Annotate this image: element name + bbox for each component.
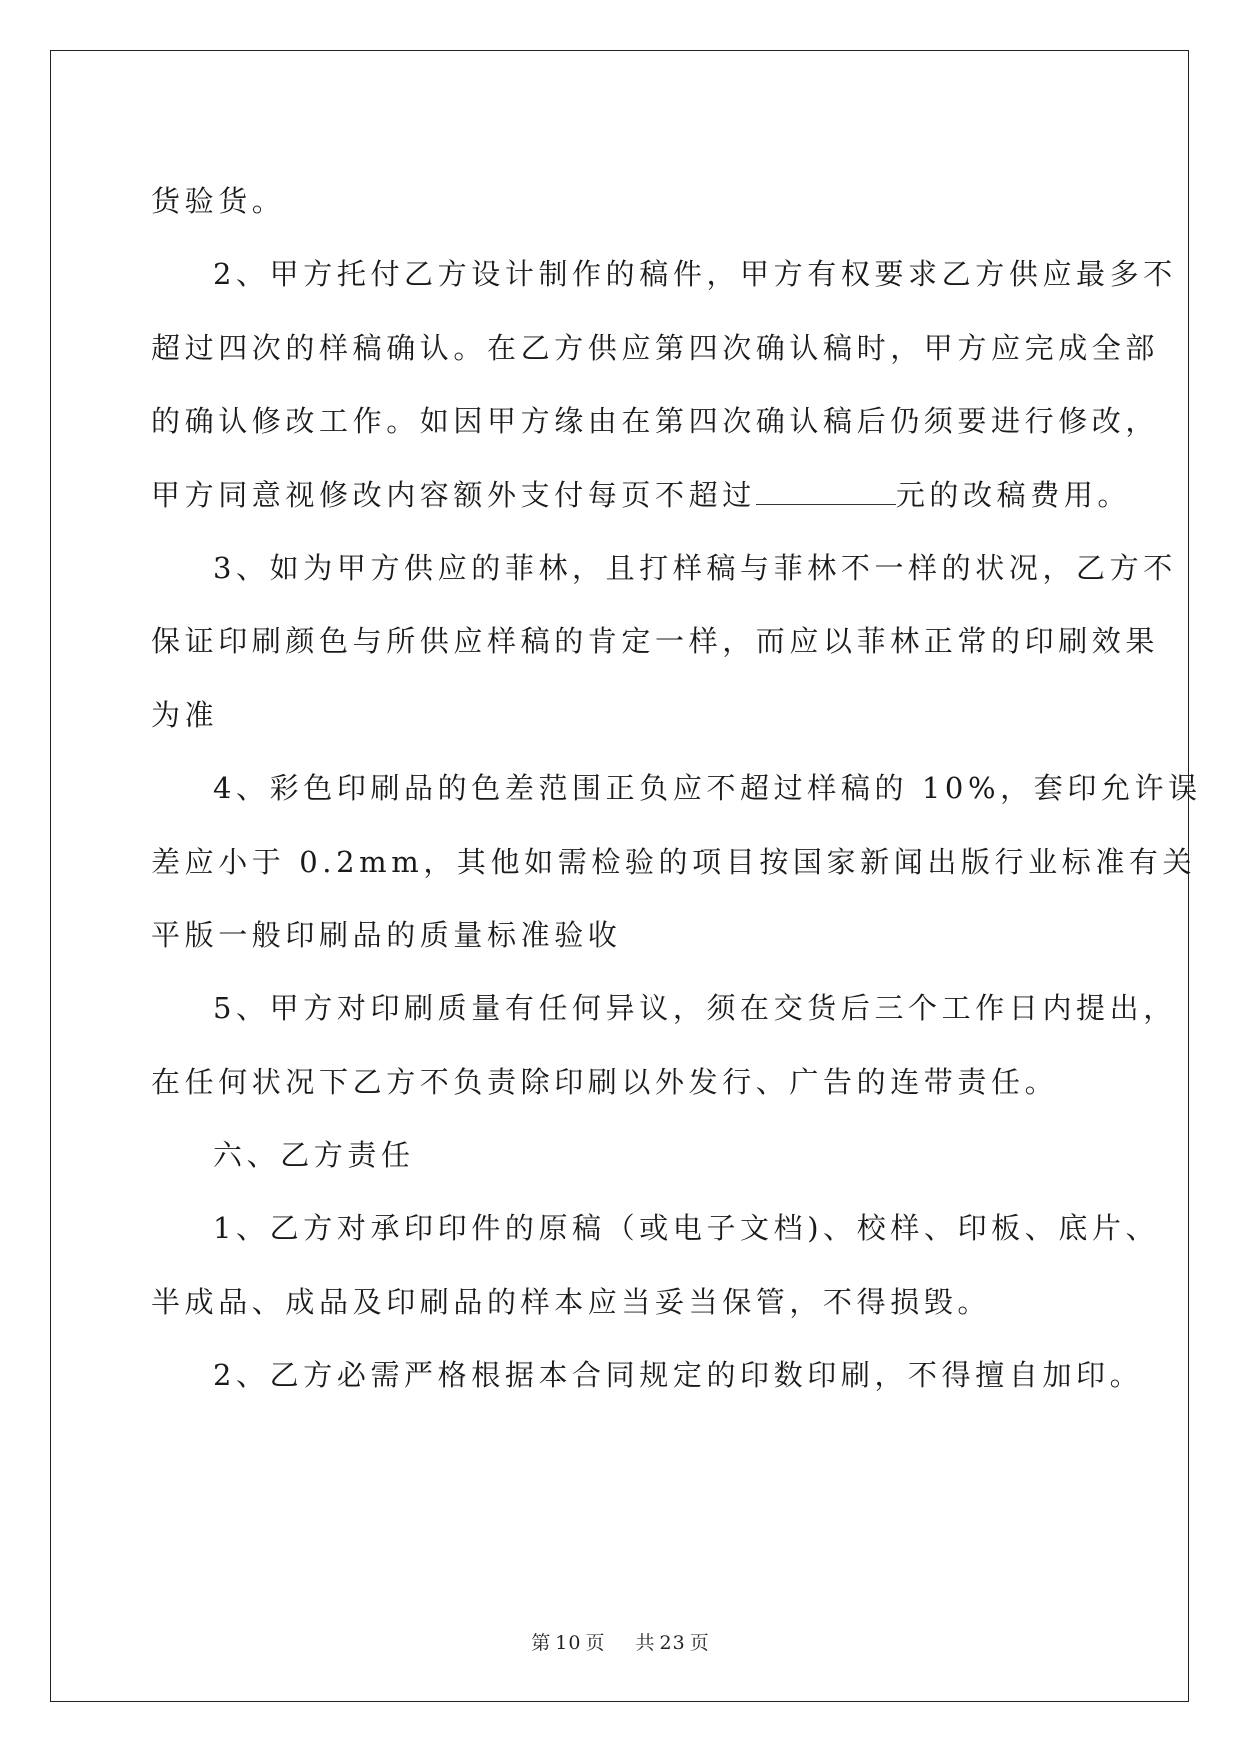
text-line-with-blank [151,459,1132,532]
text-line: 4、彩色印刷品的色差范围正负应不超过样稿的 10%，套印允许误 [213,771,1202,806]
fill-in-blank [756,478,896,505]
text-line: 2、乙方必需严格根据本合同规定的印数印刷，不得擅自加印。 [213,1358,1144,1393]
section-heading: 六、乙方责任 [213,1138,415,1173]
total-prefix: 共 [635,1632,656,1654]
text-line: 保证印刷颜色与所供应样稿的肯定一样，而应以菲林正常的印刷效果 [151,624,1160,659]
page-prefix: 第 [531,1632,552,1654]
text-line: 半成品、成品及印刷品的样本应当妥当保管，不得损毁。 [151,1284,992,1319]
page-footer [0,1628,1241,1655]
page-number: 10 [555,1632,582,1654]
text-after-blank: 元的改稿费用。 [895,477,1132,512]
text-line: 的确认修改工作。如因甲方缘由在第四次确认稿后仍须要进行修改， [151,404,1160,439]
page-suffix: 页 [585,1632,606,1654]
text-before-blank: 甲方同意视修改内容额外支付每页不超过 [151,477,756,512]
text-line: 在任何状况下乙方不负责除印刷以外发行、广告的连带责任。 [151,1064,1059,1099]
text-line: 货验货。 [151,184,286,218]
total-suffix: 页 [689,1632,710,1654]
text-line: 为准 [151,697,219,732]
text-line: 超过四次的样稿确认。在乙方供应第四次确认稿时，甲方应完成全部 [151,330,1160,365]
document-body [151,165,1202,1413]
text-line: 3、如为甲方供应的菲林，且打样稿与菲林不一样的状况，乙方不 [213,550,1177,585]
text-line: 2、甲方托付乙方设计制作的稿件，甲方有权要求乙方供应最多不 [213,257,1177,292]
total-pages: 23 [659,1632,686,1654]
text-line: 1、乙方对承印印件的原稿（或电子文档)、校样、印板、底片、 [213,1211,1160,1246]
text-line: 差应小于 0.2mm，其他如需检验的项目按国家新闻出版行业标准有关 [151,844,1197,879]
text-line: 平版一般印刷品的质量标准验收 [151,917,622,952]
text-line: 5、甲方对印刷质量有任何异议，须在交货后三个工作日内提出， [213,991,1177,1026]
